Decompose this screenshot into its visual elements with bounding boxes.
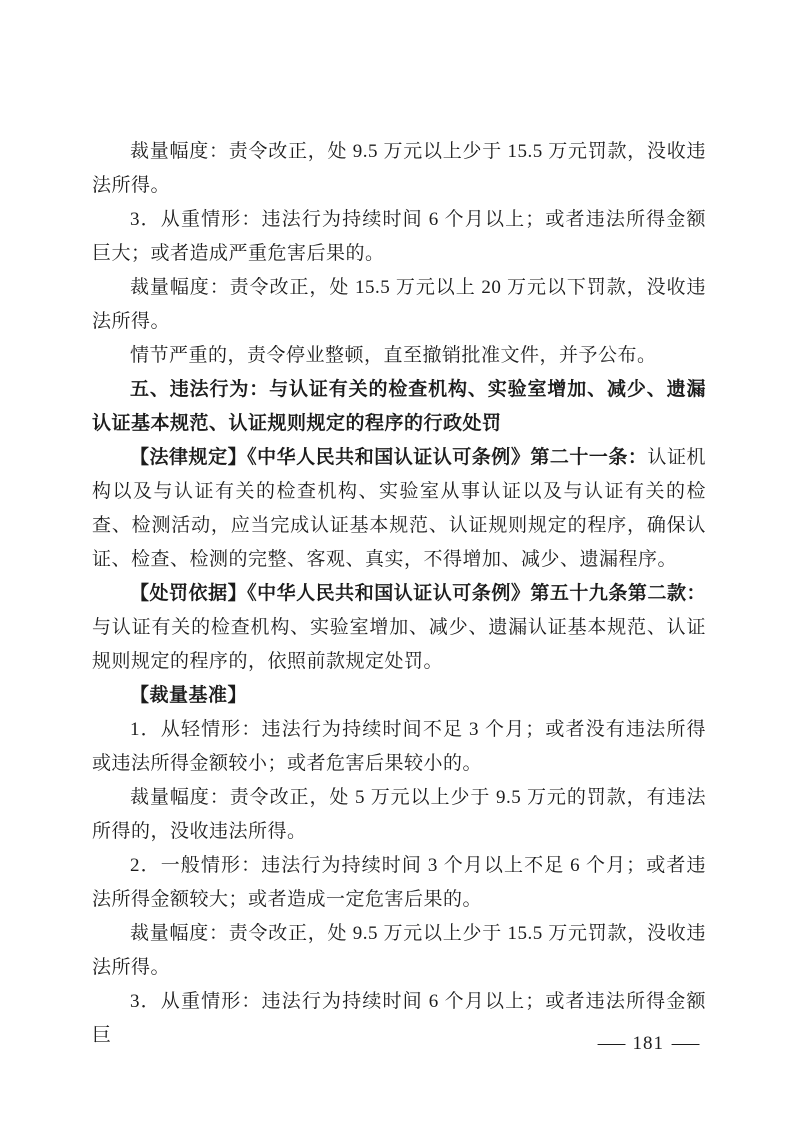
discretion-benchmark-label: 【裁量基准】 <box>130 685 248 706</box>
paragraph-text: 认证机构以及与认证有关的检查机构、实验室从事认证以及与认证有关的检查、检测活动，应当完成认证基本规范、认证规则规定的程序，确保认证、检查、检测的完整、客观、真实，不得增加、减少、遗漏程序。 <box>92 447 706 570</box>
penalty-range-paragraph <box>92 781 706 849</box>
paragraph-text: 裁量幅度：责令改正，处 15.5 万元以上 20 万元以下罚款，没收违法所得。 <box>92 277 706 332</box>
lenient-circumstance-paragraph <box>92 713 706 781</box>
legal-provision-label: 【法律规定】《中华人民共和国认证认可条例》第二十一条： <box>130 447 648 468</box>
legal-provision-paragraph <box>92 441 706 577</box>
serious-circumstance-paragraph <box>92 339 706 373</box>
paragraph-text: 裁量幅度：责令改正，处 5 万元以上少于 9.5 万元的罚款，有违法所得的，没收违法所得。 <box>92 787 706 842</box>
general-circumstance-paragraph <box>92 849 706 917</box>
penalty-range-paragraph <box>92 135 706 203</box>
section-heading <box>92 373 706 441</box>
penalty-range-paragraph <box>92 917 706 985</box>
section-heading-text: 五、违法行为：与认证有关的检查机构、实验室增加、减少、遗漏认证基本规范、认证规则规定的程序的行政处罚 <box>92 379 706 434</box>
penalty-basis-paragraph <box>92 577 706 679</box>
paragraph-text: 与认证有关的检查机构、实验室增加、减少、遗漏认证基本规范、认证规则规定的程序的，依照前款规定处罚。 <box>92 617 706 672</box>
footer-dash-left: — <box>597 1033 625 1054</box>
paragraph-text: 裁量幅度：责令改正，处 9.5 万元以上少于 15.5 万元罚款，没收违法所得。 <box>92 141 706 196</box>
paragraph-text: 裁量幅度：责令改正，处 9.5 万元以上少于 15.5 万元罚款，没收违法所得。 <box>92 923 706 978</box>
penalty-range-paragraph <box>92 271 706 339</box>
page-footer <box>596 1032 702 1056</box>
aggravated-circumstance-paragraph <box>92 203 706 271</box>
paragraph-text: 2．一般情形：违法行为持续时间 3 个月以上不足 6 个月；或者违法所得金额较大；或者造成一定危害后果的。 <box>92 855 706 910</box>
paragraph-text: 3．从重情形：违法行为持续时间 6 个月以上；或者违法所得金额巨大；或者造成严重危害后果的。 <box>92 209 706 264</box>
page-number: 181 <box>632 1033 664 1054</box>
penalty-basis-label: 【处罚依据】《中华人民共和国认证认可条例》第五十九条第二款： <box>130 583 706 604</box>
paragraph-text: 情节严重的，责令停业整顿，直至撤销批准文件，并予公布。 <box>130 345 657 366</box>
paragraph-text: 3．从重情形：违法行为持续时间 6 个月以上；或者违法所得金额巨 <box>92 991 706 1046</box>
page-body <box>92 135 706 1053</box>
footer-dash-right: — <box>671 1033 700 1054</box>
discretion-benchmark-heading <box>92 679 706 713</box>
paragraph-text: 1．从轻情形：违法行为持续时间不足 3 个月；或者没有违法所得或违法所得金额较小；或者危害后果较小的。 <box>92 719 706 774</box>
